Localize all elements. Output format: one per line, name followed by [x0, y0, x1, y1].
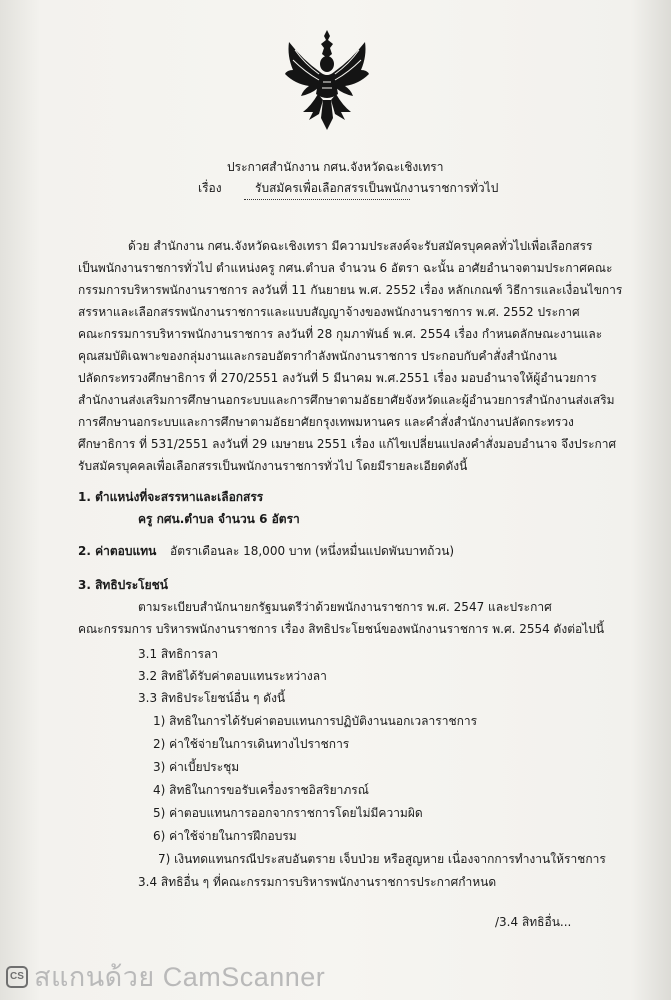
intro-line: สรรหาและเลือกสรรพนักงานราชการและแบบสัญญาจ้างของพนักงานราชการ พ.ศ. 2552 ประกาศ — [78, 305, 580, 319]
intro-line: รับสมัครบุคคลเพื่อเลือกสรรเป็นพนักงานราชการทั่วไป โดยมีรายละเอียดดังนี้ — [78, 459, 468, 473]
section-2-detail: อัตราเดือนละ 18,000 บาท (หนึ่งหมื่นแปดพันบาทถ้วน) — [170, 544, 455, 558]
camscanner-logo-icon: CS — [6, 966, 28, 988]
benefit-item: 3.4 สิทธิอื่น ๆ ที่คณะกรรมการบริหารพนักงานราชการประกาศกำหนด — [138, 875, 497, 889]
garuda-emblem-icon — [283, 28, 371, 132]
intro-line: กรรมการบริหารพนักงานราชการ ลงวันที่ 11 กันยายน พ.ศ. 2552 เรื่อง หลักเกณฑ์ วิธีการและเงื่อนไขการ — [78, 283, 623, 297]
benefit-subitem: 4) สิทธิในการขอรับเครื่องราชอิสริยาภรณ์ — [153, 783, 369, 797]
benefit-item: 3.1 สิทธิการลา — [138, 647, 218, 661]
intro-line: คณะกรรมการบริหารพนักงานราชการ ลงวันที่ 28 กุมภาพันธ์ พ.ศ. 2554 เรื่อง กำหนดลักษณะงานและ — [78, 327, 603, 341]
benefit-subitem: 6) ค่าใช้จ่ายในการฝึกอบรม — [153, 829, 297, 843]
benefit-item: 3.3 สิทธิประโยชน์อื่น ๆ ดังนี้ — [138, 691, 286, 705]
camscanner-watermark: สแกนด้วย CamScanner — [34, 962, 326, 992]
benefit-item: 3.2 สิทธิได้รับค่าตอบแทนระหว่างลา — [138, 669, 327, 683]
section-3-text: ตามระเบียบสำนักนายกรัฐมนตรีว่าด้วยพนักงานราชการ พ.ศ. 2547 และประกาศ — [138, 600, 552, 614]
intro-line: เป็นพนักงานราชการทั่วไป ตำแหน่งครู กศน.ตำบล จำนวน 6 อัตรา ฉะนั้น อาศัยอำนาจตามประกาศคณะ — [78, 261, 613, 275]
section-1-detail: ครู กศน.ตำบล จำนวน 6 อัตรา — [138, 512, 300, 526]
intro-line: ปลัดกระทรวงศึกษาธิการ ที่ 270/2551 ลงวันที่ 5 มีนาคม พ.ศ.2551 เรื่อง มอบอำนาจให้ผู้อำนวยการ — [78, 371, 597, 385]
subject-label: เรื่อง — [198, 181, 222, 195]
intro-line: การศึกษานอกระบบและการศึกษาตามอัธยาศัยกรุงเทพมหานคร และคำสั่งสำนักงานปลัดกระทรวง — [78, 415, 574, 429]
subject-text: รับสมัครเพื่อเลือกสรรเป็นพนักงานราชการทั่วไป — [255, 181, 499, 195]
benefit-subitem: 1) สิทธิในการได้รับค่าตอบแทนการปฏิบัติงานนอกเวลาราชการ — [153, 714, 478, 728]
title-divider — [244, 199, 410, 200]
benefit-subitem: 7) เงินทดแทนกรณีประสบอันตราย เจ็บป่วย หรือสูญหาย เนื่องจากการทำงานให้ราชการ — [158, 852, 606, 866]
benefit-subitem: 5) ค่าตอบแทนการออกจากราชการโดยไม่มีความผิด — [153, 806, 423, 820]
section-3-heading: 3. สิทธิประโยชน์ — [78, 578, 168, 592]
intro-line: คุณสมบัติเฉพาะของกลุ่มงานและกรอบอัตรากำลังพนักงานราชการ ประกอบกับคำสั่งสำนักงาน — [78, 349, 557, 363]
section-3-text: คณะกรรมการ บริหารพนักงานราชการ เรื่อง สิทธิประโยชน์ของพนักงานราชการ พ.ศ. 2554 ดังต่อไปนี้ — [78, 622, 605, 636]
benefit-subitem: 2) ค่าใช้จ่ายในการเดินทางไปราชการ — [153, 737, 350, 751]
benefit-subitem: 3) ค่าเบี้ยประชุม — [153, 760, 240, 774]
section-1-heading: 1. ตำแหน่งที่จะสรรหาและเลือกสรร — [78, 490, 264, 504]
continuation-marker: /3.4 สิทธิอื่น... — [495, 915, 572, 929]
announcement-title: ประกาศสำนักงาน กศน.จังหวัดฉะเชิงเทรา — [227, 160, 444, 174]
intro-line: ศึกษาธิการ ที่ 531/2551 ลงวันที่ 29 เมษายน 2551 เรื่อง แก้ไขเปลี่ยนแปลงคำสั่งมอบอำนาจ จึงประกาศ — [78, 437, 617, 451]
section-2-heading: 2. ค่าตอบแทน — [78, 544, 157, 558]
intro-line: ด้วย สำนักงาน กศน.จังหวัดฉะเชิงเทรา มีความประสงค์จะรับสมัครบุคคลทั่วไปเพื่อเลือกสรร — [128, 239, 593, 253]
intro-line: สำนักงานส่งเสริมการศึกษานอกระบบและการศึกษาตามอัธยาศัยจังหวัดและผู้อำนวยการสำนักงานส่งเสริม — [78, 393, 615, 407]
